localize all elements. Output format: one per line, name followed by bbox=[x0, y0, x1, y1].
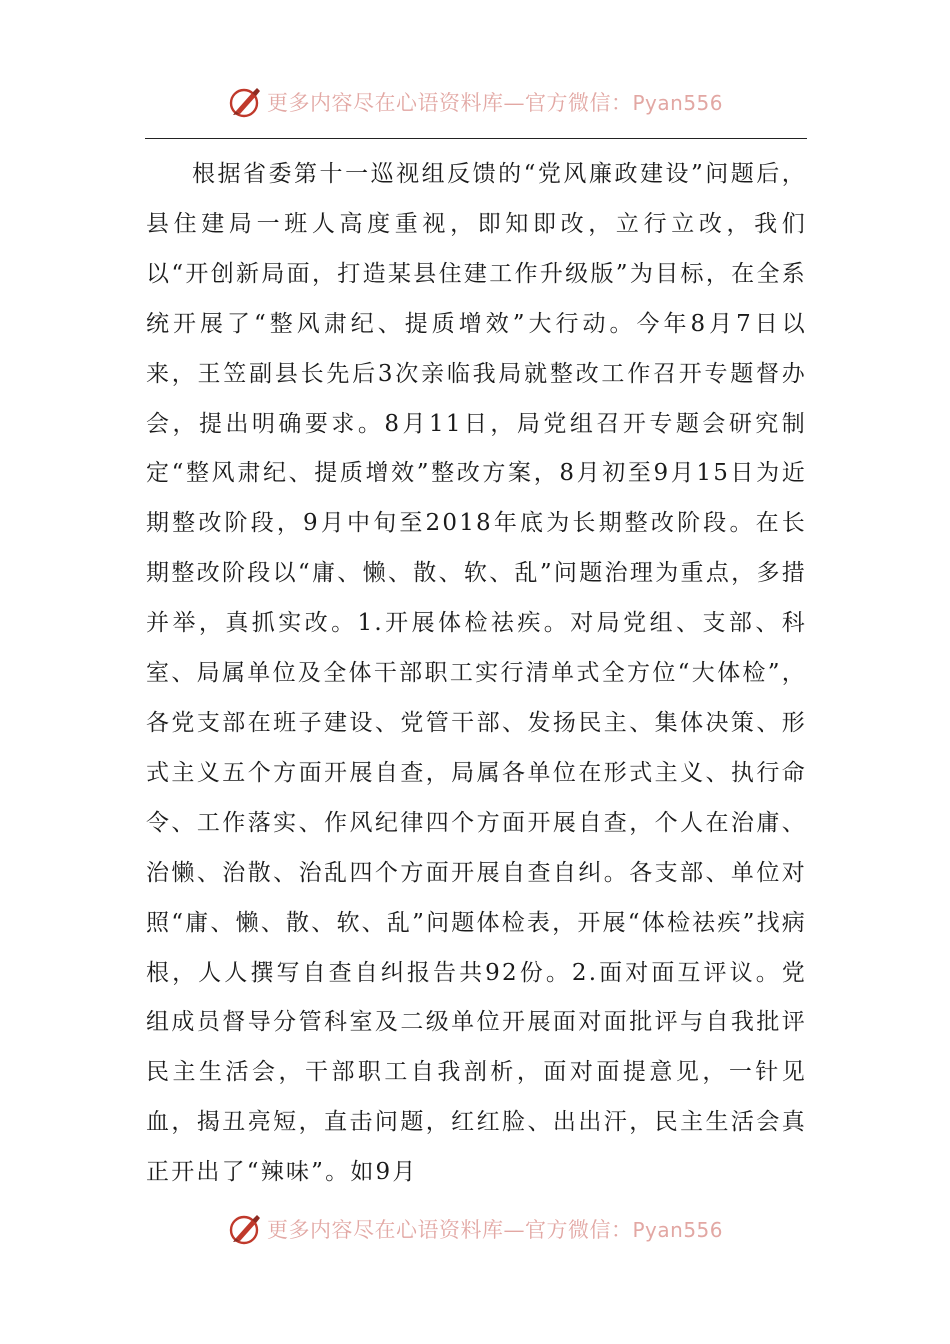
pen-logo-icon bbox=[227, 1211, 263, 1247]
header-banner-handle: Pyan556 bbox=[632, 91, 723, 115]
footer-banner-handle: Pyan556 bbox=[632, 1218, 723, 1242]
header-banner-label: 更多内容尽在心语资料库—官方微信： bbox=[266, 91, 633, 115]
header-watermark-banner bbox=[0, 82, 950, 122]
body-paragraph: 根据省委第十一巡视组反馈的“党风廉政建设”问题后，县住建局一班人高度重视，即知即改，立行立改，我们以“开创新局面，打造某县住建工作升级版”为目标，在全系统开展了“整风肃纪、提质增效”大行动。今年8月7日以来，王笠副县长先后3次亲临我局就整改工作召开专题督办会，提出明确要求。8月11日，局党组召开专题会研究制定“整风肃纪、提质增效”整改方案，8月初至9月15日为近期整改阶段，9月中旬至2018年底为长期整改阶段。在长期整改阶段以“庸、懒、散、软、乱”问题治理为重点，多措并举，真抓实改。1.开展体检祛疾。对局党组、支部、科室、局属单位及全体干部职工实行清单式全方位“大体检”，各党支部在班子建设、党管干部、发扬民主、集体决策、形式主义五个方面开展自查，局属各单位在形式主义、执行命令、工作落实、作风纪律四个方面开展自查，个人在治庸、治懒、治散、治乱四个方面开展自查自纠。各支部、单位对照“庸、懒、散、软、乱”问题体检表，开展“体检祛疾”找病根，人人撰写自查自纠报告共92份。2.面对面互评议。党组成员督导分管科室及二级单位开展面对面批评与自我批评民主生活会，干部职工自我剖析，面对面提意见，一针见血，揭丑亮短，直击问题，红红脸、出出汗，民主生活会真正开出了“辣味”。如9月 bbox=[146, 161, 807, 1186]
header-banner-text bbox=[267, 87, 723, 117]
footer-banner-label: 更多内容尽在心语资料库—官方微信： bbox=[266, 1218, 633, 1242]
header-divider bbox=[145, 138, 807, 139]
footer-banner-text bbox=[267, 1214, 723, 1244]
pen-logo-icon bbox=[227, 84, 263, 120]
footer-watermark-banner bbox=[0, 1209, 950, 1249]
